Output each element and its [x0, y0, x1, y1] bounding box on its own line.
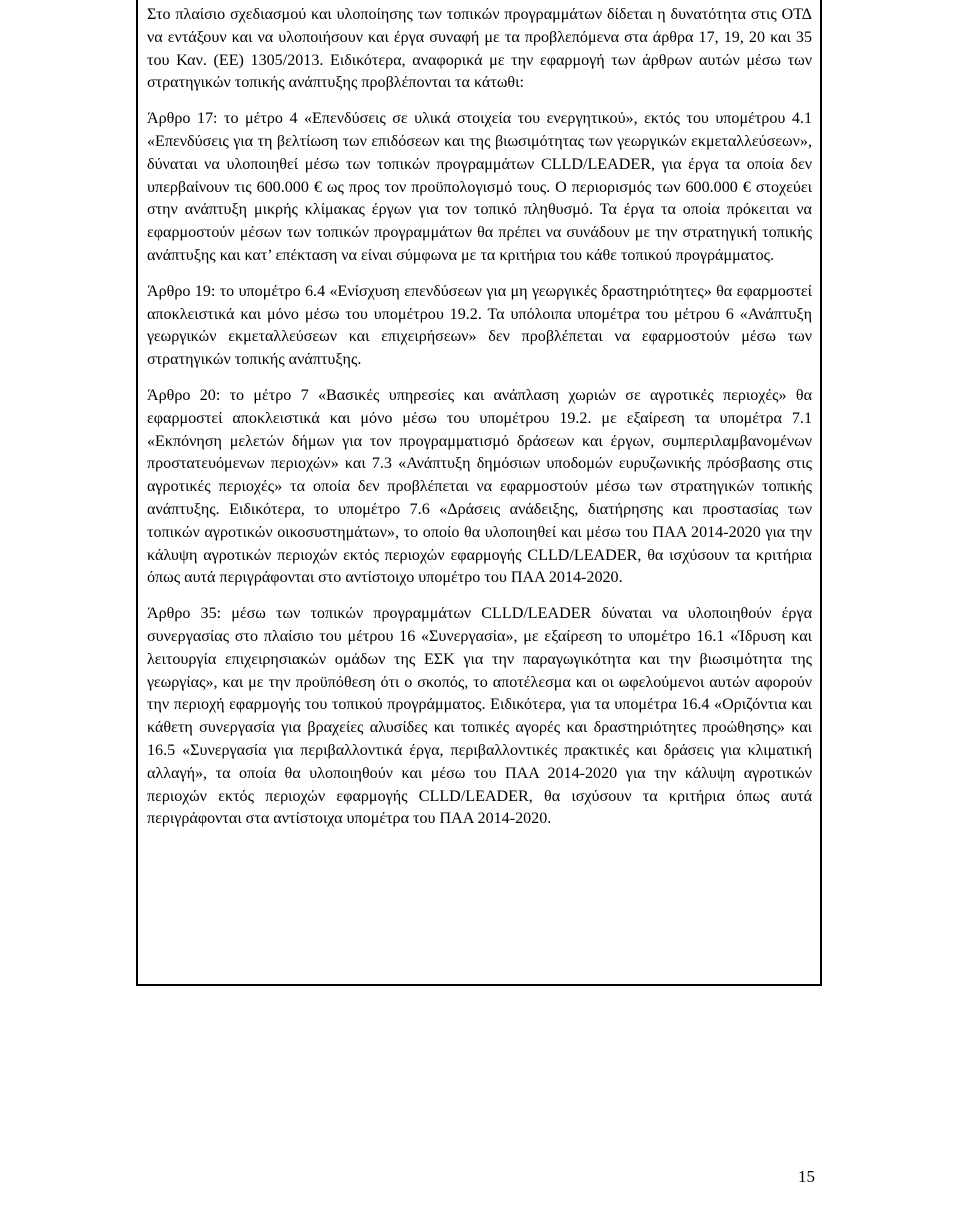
text-box [136, 0, 822, 986]
article-17-paragraph: Άρθρο 17: το μέτρο 4 «Επενδύσεις σε υλικά στοιχεία του ενεργητικού», εκτός του υπομέτρου 4.1 «Επενδύσεις για τη βελτίωση των επιδόσεων και της βιωσιμότητας των γεωργικών εκμεταλλεύσεων», δύναται να υλοποιηθεί μέσω των τοπικών προγραμμάτων CLLD/LEADER, για έργα τα οποία δεν υπερβαίνουν τις 600.000 € ως προς τον προϋπολογισμό τους. Ο περιορισμός των 600.000 € στοχεύει στην ανάπτυξη μικρής κλίμακας έργων για τον τοπικό πληθυσμό. Τα έργα τα οποία πρόκειται να εφαρμοστούν μέσων των τοπικών προγραμμάτων θα πρέπει να συνάδουν με την στρατηγική τοπικής ανάπτυξης και κατ’ επέκταση να είναι σύμφωνα με τα κριτήρια του κάθε τοπικού προγράμματος. [147, 110, 812, 264]
page-number: 15 [798, 1167, 815, 1186]
article-20-paragraph: Άρθρο 20: το μέτρο 7 «Βασικές υπηρεσίες και ανάπλαση χωριών σε αγροτικές περιοχές» θα εφαρμοστεί αποκλειστικά και μόνο μέσω του υπομέτρου 19.2. με εξαίρεση τα υπομέτρα 7.1 «Εκπόνηση μελετών δήμων για τον προγραμματισμό δράσεων και έργων, συμπεριλαμβανομένων προστατευόμενων περιοχών» και 7.3 «Ανάπτυξη δημόσιων υποδομών ευρυζωνικής πρόσβασης στις αγροτικές περιοχές» τα οποία δεν προβλέπεται να εφαρμοστούν μέσω των στρατηγικών τοπικής ανάπτυξης. Ειδικότερα, το υπομέτρο 7.6 «Δράσεις ανάδειξης, διατήρησης και προστασίας των τοπικών αγροτικών οικοσυστημάτων», το οποίο θα υλοποιηθεί και μέσω του ΠΑΑ 2014-2020 για την κάλυψη αγροτικών περιοχών εκτός περιοχών εφαρμογής CLLD/LEADER, θα ισχύσουν τα κριτήρια όπως αυτά περιγράφονται στο αντίστοιχο υπομέτρο του ΠΑΑ 2014-2020. [147, 386, 812, 587]
article-35-paragraph: Άρθρο 35: μέσω των τοπικών προγραμμάτων CLLD/LEADER δύναται να υλοποιηθούν έργα συνεργασίας στο πλαίσιο του μέτρου 16 «Συνεργασία», με εξαίρεση το υπομέτρο 16.1 «Ίδρυση και λειτουργία επιχειρησιακών ομάδων της ΕΣΚ για την παραγωγικότητα και την βιωσιμότητα της γεωργίας», και με την προϋπόθεση ότι ο σκοπός, το αποτέλεσμα και οι ωφελούμενοι αυτών αφορούν την περιοχή εφαρμογής του τοπικού προγράμματος. Ειδικότερα, για τα υπομέτρα 16.4 «Οριζόντια και κάθετη συνεργασία για βραχείες αλυσίδες και τοπικές αγορές και δραστηριότητες προώθησης» και 16.5 «Συνεργασία για περιβαλλοντικά έργα, περιβαλλοντικές πρακτικές και δράσεις για κλιματική αλλαγή», τα οποία θα υλοποιηθούν και μέσω του ΠΑΑ 2014-2020 για την κάλυψη αγροτικών περιοχών εκτός περιοχών εφαρμογής CLLD/LEADER, θα ισχύσουν τα κριτήρια όπως αυτά περιγράφονται στα αντίστοιχα υπομέτρα του ΠΑΑ 2014-2020. [147, 605, 812, 828]
intro-paragraph: Στο πλαίσιο σχεδιασμού και υλοποίησης των τοπικών προγραμμάτων δίδεται η δυνατότητα στις ΟΤΔ να εντάξουν και να υλοποιήσουν και έργα συναφή με τα προβλεπόμενα στα άρθρα 17, 19, 20 και 35 του Καν. (ΕΕ) 1305/2013. Ειδικότερα, αναφορικά με την εφαρμογή των άρθρων αυτών μέσω των στρατηγικών τοπικής ανάπτυξης προβλέπονται τα κάτωθι: [147, 6, 812, 92]
article-19-paragraph: Άρθρο 19: το υπομέτρο 6.4 «Ενίσχυση επενδύσεων για μη γεωργικές δραστηριότητες» θα εφαρμοστεί αποκλειστικά και μόνο μέσω του υπομέτρου 19.2. Τα υπόλοιπα υπομέτρα του μέτρου 6 «Ανάπτυξη γεωργικών εκμεταλλεύσεων και επιχειρήσεων» δεν προβλέπεται να εφαρμοστούν μέσω των στρατηγικών τοπικής ανάπτυξης. [147, 282, 812, 369]
